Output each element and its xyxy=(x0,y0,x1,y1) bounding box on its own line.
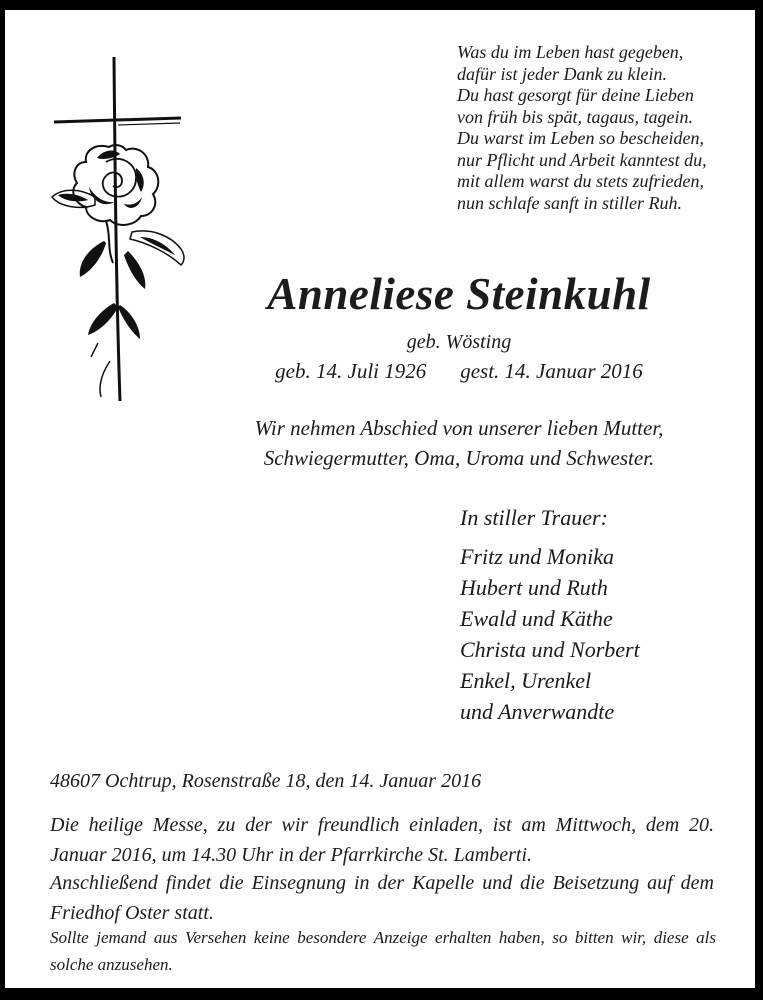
poem-line: mit allem warst du stets zufrieden, xyxy=(457,171,704,191)
mourner-row: Christa und Norbert xyxy=(460,637,640,662)
farewell-text xyxy=(226,413,692,473)
mourner-row: und Anverwandte xyxy=(460,699,615,724)
mourner-row: Fritz und Monika xyxy=(460,544,614,569)
cross-rose-icon xyxy=(40,45,220,405)
mass-info: Die heilige Messe, zu der wir freundlich einladen, ist am Mittwoch, dem 20. Januar 2016, um 14.30 Uhr in der Pfarrkirche St. Lamberti. xyxy=(50,814,714,866)
birth-date: geb. 14. Juli 1926 xyxy=(275,359,427,383)
burial-info: Anschließend findet die Einsegnung in der Kapelle und die Beisetzung auf dem Friedhof Oster statt. xyxy=(50,872,714,924)
mourner-row: Hubert und Ruth xyxy=(460,575,608,600)
mourner-row: Ewald und Käthe xyxy=(460,606,613,631)
maiden-name: geb. Wösting xyxy=(406,331,512,353)
mourner-row: Enkel, Urenkel xyxy=(460,668,592,693)
poem-line: nun schlafe sanft in stiller Ruh. xyxy=(457,192,682,213)
poem-line: nur Pflicht und Arbeit kanntest du, xyxy=(457,149,707,170)
mourners-list xyxy=(460,541,640,727)
farewell-line: Wir nehmen Abschied von unserer lieben Mutter, xyxy=(254,416,664,440)
death-date: gest. 14. Januar 2016 xyxy=(460,359,643,383)
life-dates xyxy=(226,359,692,384)
poem-line: dafür ist jeder Dank zu klein. xyxy=(457,63,667,84)
address-date-line: 48607 Ochtrup, Rosenstraße 18, den 14. Januar 2016 xyxy=(50,770,482,792)
poem-line: Was du im Leben hast gegeben, xyxy=(457,42,684,62)
mourning-heading: In stiller Trauer: xyxy=(460,505,608,530)
notice-text: Sollte jemand aus Versehen keine besondere Anzeige erhalten haben, so bitten wir, diese als solche anzusehen. xyxy=(50,928,716,974)
poem-line: von früh bis spät, tagaus, tagein. xyxy=(457,106,694,127)
farewell-line: Schwiegermutter, Oma, Uroma und Schwester. xyxy=(263,446,655,470)
poem-line: Du warst im Leben so bescheiden, xyxy=(457,128,704,148)
memorial-poem xyxy=(457,42,707,214)
poem-line: Du hast gesorgt für deine Lieben xyxy=(457,85,694,105)
deceased-name: Anneliese Steinkuhl xyxy=(267,269,651,319)
